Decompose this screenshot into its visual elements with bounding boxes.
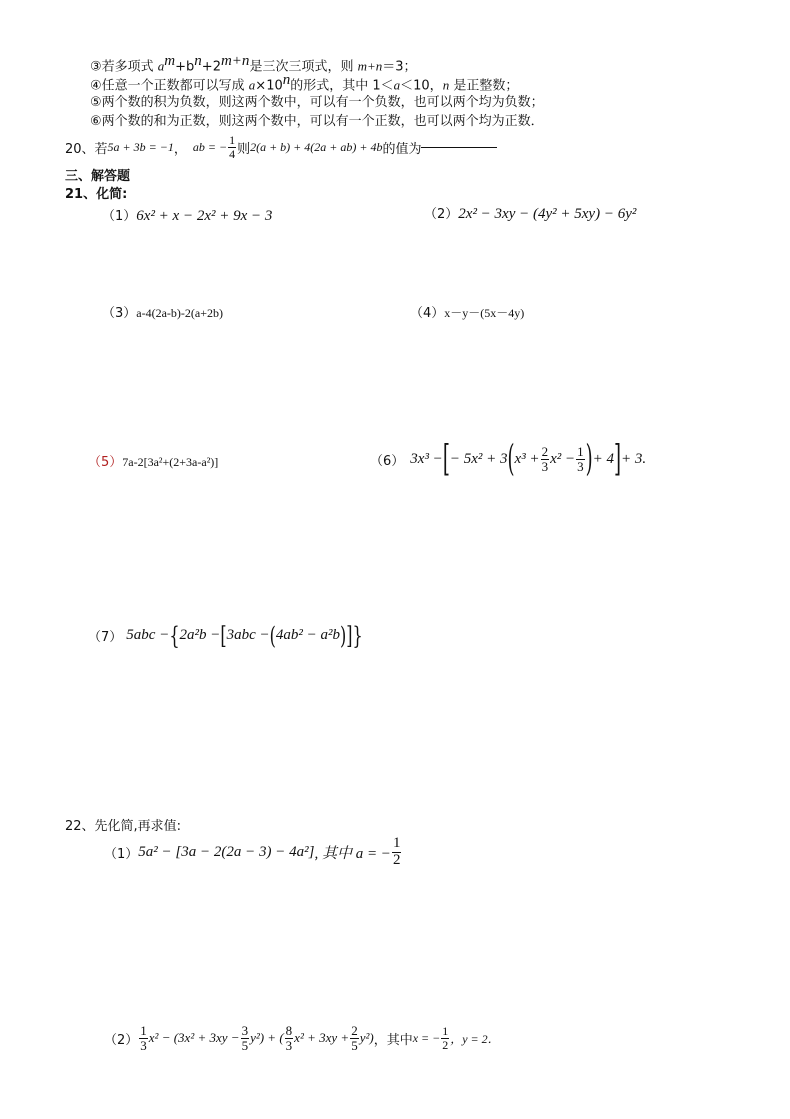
q21-p6-fraction-1: $\frac{2}{3}$: [541, 443, 549, 474]
statement-3: ③若多项式 $a^m+b^n+2^{m+n}$是三次三项式，则 m+n＝3；: [90, 53, 417, 75]
open-brace: {: [169, 620, 180, 650]
q22-p2-fraction-2: $\frac{3}{5}$: [241, 1022, 249, 1053]
item4-number: ④: [90, 78, 102, 94]
q21-part-6: （6） 3x³ − [ − 5x² + 3 ( x³ + $\frac{2}{3}$ x² − $\frac{1}{3}$ ) + 4 ] + 3.: [370, 438, 647, 480]
q21-part-2: （2）2x² − 3xy − (4y² + 5xy) − 6y²: [424, 206, 637, 222]
question-22-label: 22、先化简,再求值:: [65, 819, 182, 834]
q21-p3-expression: a-4(2a-b)-2(a+2b): [136, 306, 223, 320]
q21-p2-expression: 2x² − 3xy − (4y² + 5xy) − 6y²: [458, 206, 637, 222]
open-paren: (: [507, 438, 515, 480]
q22-p2-fraction-4: $\frac{2}{5}$: [351, 1022, 358, 1053]
q22-p2-fraction-5: $\frac{1}{2}$: [442, 1023, 449, 1052]
q20-condition-2: ab = −: [192, 139, 228, 154]
q21-p1-expression: 6x² + x − 2x² + 9x − 3: [136, 208, 273, 224]
q20-label: 20、若: [65, 141, 108, 157]
item6-number: ⑥: [90, 114, 102, 129]
statement-6: ⑥两个数的和为正数，则这两个数中，可以有一个正数，也可以两个均为正数．: [90, 114, 544, 129]
q20-fraction: $\frac{1}{4}$: [229, 133, 236, 161]
q22-p2-fraction-3: $\frac{8}{3}$: [285, 1022, 293, 1053]
q22-p1-expression: 5a² − [3a − 2(2a − 3) − 4a²]: [138, 843, 315, 860]
statement-5: ⑤两个数的积为负数，则这两个数中，可以有一个负数，也可以两个均为负数；: [90, 95, 544, 110]
statement-4: ④任意一个正数都可以写成 $a\times 10^n$的形式，其中 1＜a＜10，n 是正整数；: [90, 72, 519, 94]
open-bracket: [: [442, 438, 450, 480]
q21-part-4: （4）x－y－(5x－4y): [410, 306, 525, 321]
item5-number: ⑤: [90, 95, 102, 110]
question-21-label: 21、化简:: [65, 187, 128, 202]
q21-part-3: （3）a-4(2a-b)-2(a+2b): [102, 306, 223, 321]
open-bracket-2: [: [220, 620, 227, 650]
q22-p2-fraction-1: $\frac{1}{3}$: [140, 1022, 147, 1053]
close-bracket-2: ]: [346, 620, 353, 650]
q22-part-2: （2） $\frac{1}{3}$ x² − (3x² + 3xy − $\frac{3}{5}$ y²) + ( $\frac{8}{3}$ x² + 3xy + $\frac{2}{5}$ y²) ，其中 x = − $\frac{1}{2}$ ，y = 2．: [104, 1022, 500, 1053]
q20-answer-blank[interactable]: [421, 147, 497, 148]
q20-expression: 2(a + b) + 4(2a + ab) + 4b: [250, 139, 383, 154]
question-20: 20、若 5a + 3b = −1 ， ab = − $\frac{1}{4}$ 则 2(a + b) + 4(2a + ab) + 4b 的值为: [65, 134, 497, 160]
q21-part-5: （5）7a-2[3a²+(2+3a-a²)]: [88, 455, 219, 470]
q21-part-7: （7） 5abc − { 2a²b − [ 3abc − ( 4ab² − a²b ) ] }: [88, 620, 363, 650]
open-paren-2: (: [269, 620, 276, 650]
q21-part-1: （1）6x² + x − 2x² + 9x − 3: [102, 208, 273, 224]
close-bracket: ]: [614, 438, 622, 480]
q21-p6-fraction-2: $\frac{1}{3}$: [577, 443, 584, 474]
item3-number: ③: [90, 59, 102, 75]
q21-p5-expression: 7a-2[3a²+(2+3a-a²)]: [122, 455, 219, 469]
q21-p4-expression: x－y－(5x－4y): [444, 306, 525, 320]
q22-part-1: （1） 5a² − [3a − 2(2a − 3) − 4a²] , 其中 a = − $\frac{1}{2}$: [104, 834, 401, 868]
close-brace: }: [352, 620, 363, 650]
close-paren-2: ): [340, 620, 347, 650]
close-paren: ): [585, 438, 593, 480]
q22-p1-fraction: $\frac{1}{2}$: [392, 834, 401, 868]
q20-condition-1: 5a + 3b = −1: [107, 139, 174, 154]
section-title: 三、解答题: [65, 169, 131, 184]
